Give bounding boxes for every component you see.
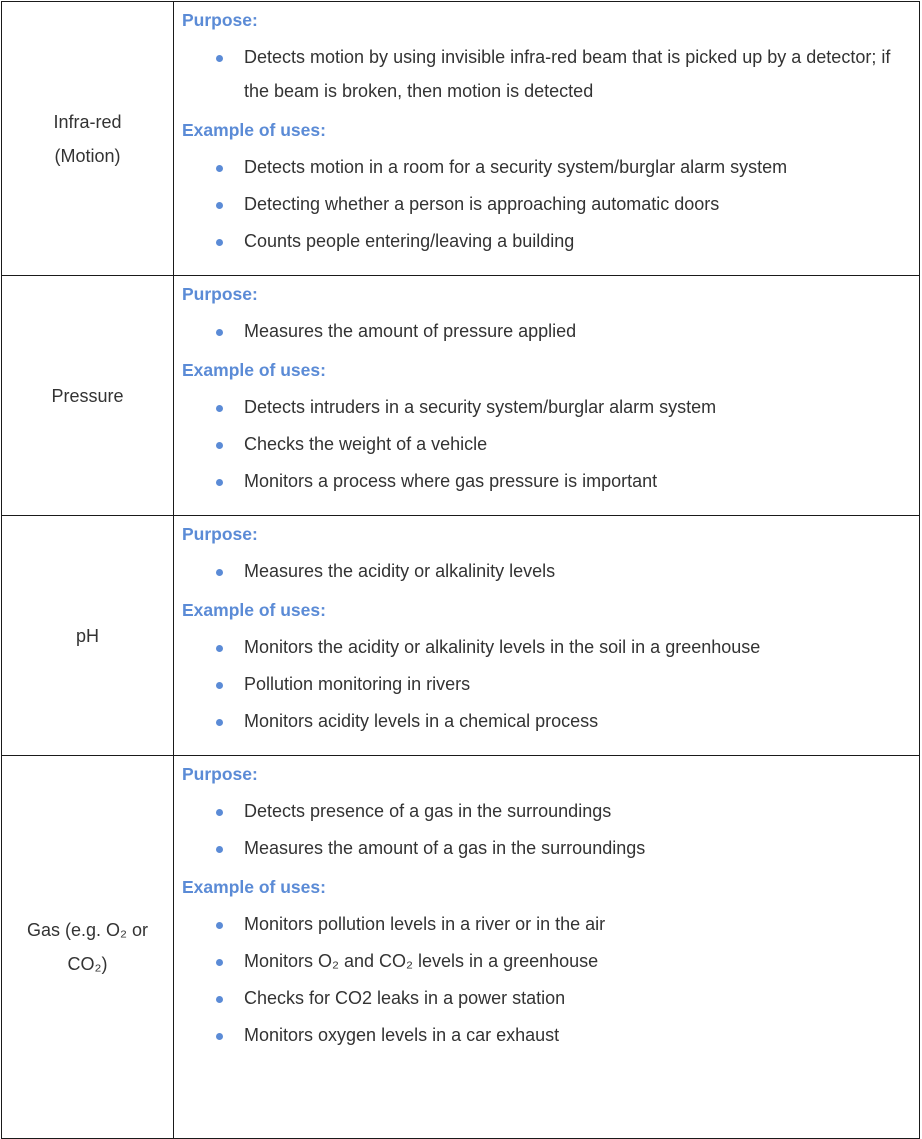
sensor-details-cell <box>174 756 920 1139</box>
list-item <box>214 187 911 221</box>
sensor-name: Pressure <box>51 385 124 406</box>
bullet-dot-icon <box>216 1033 223 1040</box>
list-item <box>214 981 911 1015</box>
list-item-text: Detects motion by using invisible infra-red beam that is picked up by a detector; if the beam is broken, then motion is detected <box>244 47 891 101</box>
bullet-dot-icon <box>216 719 223 726</box>
list-item <box>214 794 911 828</box>
list-item-text: Checks the weight of a vehicle <box>244 434 488 454</box>
sensor-table <box>1 1 920 1139</box>
list-item-text: Checks for CO2 leaks in a power station <box>244 988 566 1008</box>
bullet-dot-icon <box>216 239 223 246</box>
list-item <box>214 667 911 701</box>
bullet-dot-icon <box>216 809 223 816</box>
bullet-dot-icon <box>216 996 223 1003</box>
purpose-list <box>182 40 911 108</box>
list-item-text: Detects intruders in a security system/burglar alarm system <box>244 397 717 417</box>
bullet-dot-icon <box>216 329 223 336</box>
purpose-heading: Purpose: <box>182 284 258 304</box>
list-item-text: Monitors O₂ and CO₂ levels in a greenhouse <box>244 951 599 971</box>
list-item <box>214 944 911 978</box>
uses-list <box>182 150 911 258</box>
list-item-text: Detecting whether a person is approaching automatic doors <box>244 194 720 214</box>
table-row-infrared <box>2 2 920 276</box>
uses-list <box>182 390 911 498</box>
bullet-dot-icon <box>216 479 223 486</box>
bullet-dot-icon <box>216 645 223 652</box>
list-item <box>214 224 911 258</box>
bullet-dot-icon <box>216 846 223 853</box>
list-item <box>214 907 911 941</box>
bullet-dot-icon <box>216 442 223 449</box>
bullet-dot-icon <box>216 922 223 929</box>
bullet-dot-icon <box>216 405 223 412</box>
table-row-ph <box>2 516 920 756</box>
list-item-text: Monitors oxygen levels in a car exhaust <box>244 1025 560 1045</box>
list-item-text: Monitors a process where gas pressure is important <box>244 471 658 491</box>
sensor-name-cell <box>2 516 174 756</box>
uses-heading: Example of uses: <box>182 600 326 620</box>
sensor-details-cell <box>174 2 920 276</box>
uses-list <box>182 630 911 738</box>
table-row-pressure <box>2 276 920 516</box>
list-item <box>214 704 911 738</box>
bullet-dot-icon <box>216 569 223 576</box>
bullet-dot-icon <box>216 682 223 689</box>
list-item <box>214 630 911 664</box>
list-item <box>214 40 911 108</box>
sensor-details-cell <box>174 276 920 516</box>
bullet-dot-icon <box>216 202 223 209</box>
list-item <box>214 464 911 498</box>
sensor-details-cell <box>174 516 920 756</box>
sensor-name: pH <box>75 625 99 646</box>
bullet-dot-icon <box>216 959 223 966</box>
table-row-gas <box>2 756 920 1139</box>
list-item <box>214 150 911 184</box>
list-item-text: Detects presence of a gas in the surroundings <box>244 801 612 821</box>
list-item-text: Monitors acidity levels in a chemical process <box>244 711 599 731</box>
bullet-dot-icon <box>216 55 223 62</box>
list-item-text: Monitors the acidity or alkalinity levels in the soil in a greenhouse <box>244 637 761 657</box>
list-item <box>214 314 911 348</box>
list-item-text: Measures the amount of a gas in the surroundings <box>244 838 646 858</box>
sensor-name-cell <box>2 276 174 516</box>
uses-heading: Example of uses: <box>182 877 326 897</box>
purpose-heading: Purpose: <box>182 524 258 544</box>
list-item <box>214 427 911 461</box>
uses-heading: Example of uses: <box>182 360 326 380</box>
list-item <box>214 831 911 865</box>
purpose-heading: Purpose: <box>182 10 258 30</box>
purpose-list <box>182 794 911 865</box>
purpose-heading: Purpose: <box>182 764 258 784</box>
list-item-text: Counts people entering/leaving a building <box>244 231 575 251</box>
list-item <box>214 1018 911 1052</box>
list-item-text: Measures the amount of pressure applied <box>244 321 577 341</box>
bullet-dot-icon <box>216 165 223 172</box>
sensor-name-cell <box>2 756 174 1139</box>
purpose-list <box>182 554 911 588</box>
sensor-name: Infra-red <box>53 111 122 132</box>
sensor-name-cell <box>2 2 174 276</box>
list-item <box>214 554 911 588</box>
purpose-list <box>182 314 911 348</box>
list-item-text: Monitors pollution levels in a river or in the air <box>244 914 606 934</box>
uses-list <box>182 907 911 1052</box>
list-item-text: Measures the acidity or alkalinity levels <box>244 561 556 581</box>
list-item-text: Pollution monitoring in rivers <box>244 674 471 694</box>
list-item-text: Detects motion in a room for a security system/burglar alarm system <box>244 157 788 177</box>
sensor-name: Gas (e.g. O₂ or <box>26 920 149 940</box>
sensor-name-line2: CO₂) <box>67 954 108 974</box>
uses-heading: Example of uses: <box>182 120 326 140</box>
sensor-name-line2: (Motion) <box>54 145 121 166</box>
list-item <box>214 390 911 424</box>
